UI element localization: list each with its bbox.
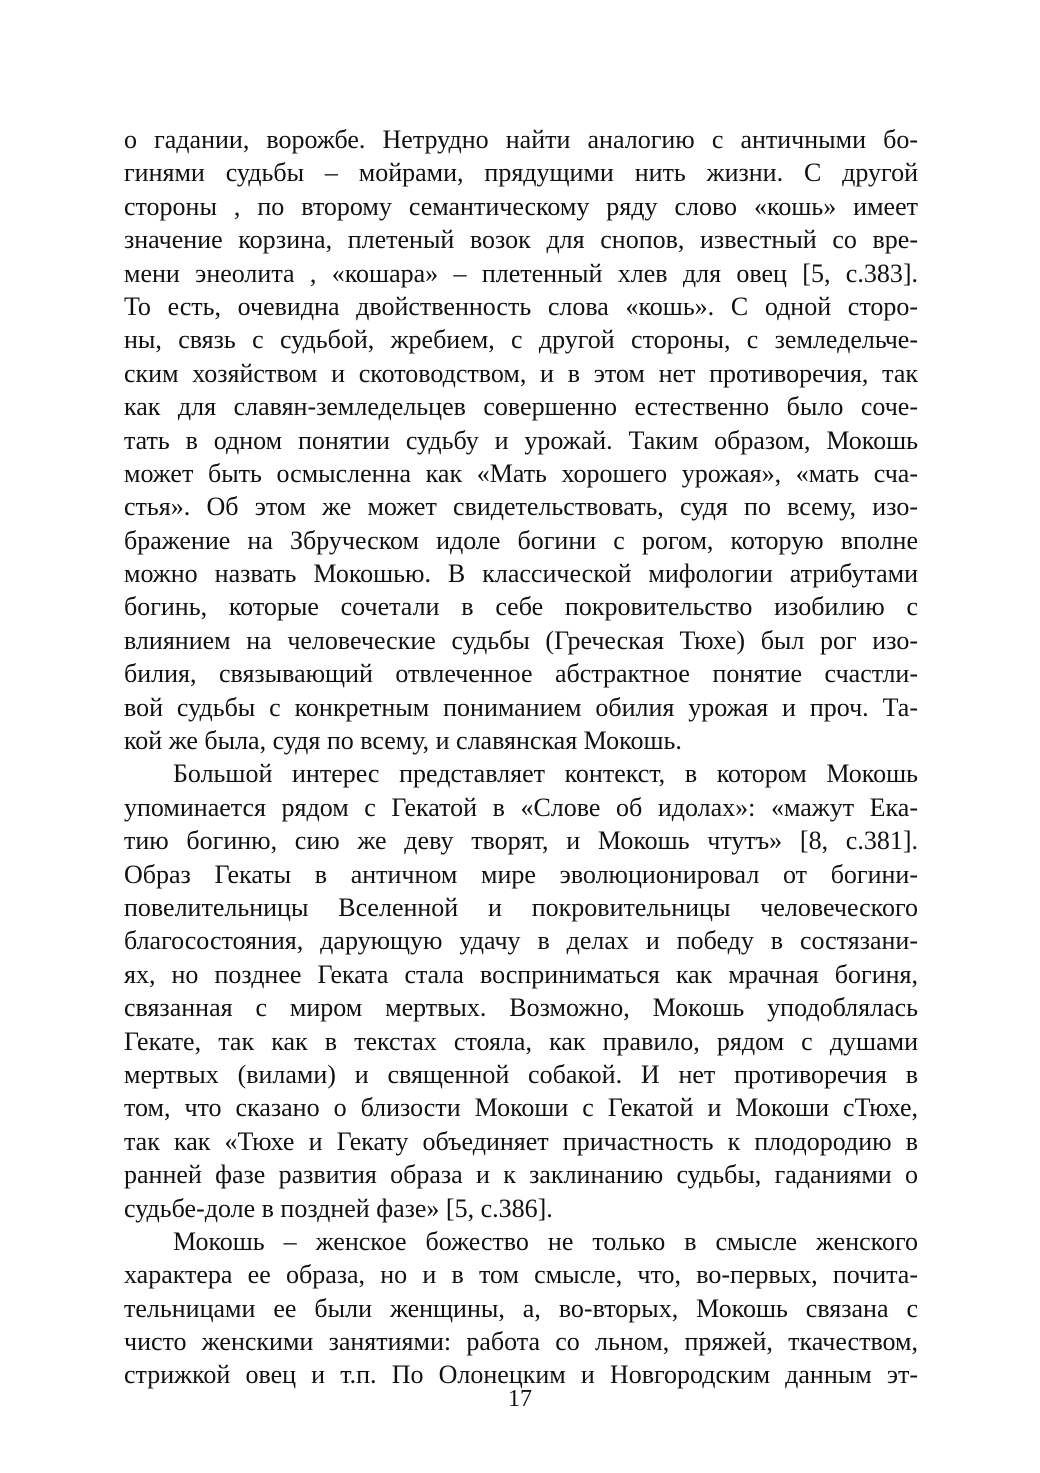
text-line: влиянием на человеческие судьбы (Греческая Тюхе) был рог изо- bbox=[124, 625, 918, 655]
text-line: Образ Гекаты в античном мире эволюционировал от богини- bbox=[124, 859, 918, 889]
text-line: чисто женскими занятиями: работа со льном, пряжей, ткачеством, bbox=[124, 1327, 918, 1357]
text-line: как для славян-земледельцев совершенно естественно было соче- bbox=[124, 392, 918, 422]
text-line: ны, связь с судьбой, жребием, с другой стороны, с земледельче- bbox=[124, 325, 918, 355]
page-body bbox=[124, 123, 918, 1392]
text-line: значение корзина, плетеный возок для снопов, известный со вре- bbox=[124, 225, 918, 255]
paragraph bbox=[124, 757, 918, 1224]
text-line: Гекате, так как в текстах стояла, как правило, рядом с душами bbox=[124, 1026, 918, 1056]
text-line: вой судьбы с конкретным пониманием обилия урожая и проч. Та- bbox=[124, 692, 918, 722]
text-line: гинями судьбы – мойрами, прядущими нить жизни. С другой bbox=[124, 158, 918, 188]
text-line: том, что сказано о близости Мокоши с Гекатой и Мокоши сТюхе, bbox=[124, 1093, 918, 1123]
text-line: тельницами ее были женщины, а, во-вторых, Мокошь связана с bbox=[124, 1293, 918, 1323]
text-line: благосостояния, дарующую удачу в делах и победу в состязани- bbox=[124, 926, 918, 956]
text-line: мени энеолита , «кошара» – плетенный хлев для овец [5, с.383]. bbox=[124, 258, 918, 288]
text-line: повелительницы Вселенной и покровительницы человеческого bbox=[124, 892, 918, 922]
paragraph bbox=[124, 123, 918, 757]
text-line: так как «Тюхе и Гекату объединяет причастность к плодородию в bbox=[124, 1126, 918, 1156]
text-line: ским хозяйством и скотоводством, и в этом нет противоречия, так bbox=[124, 358, 918, 388]
page-number: 17 bbox=[508, 1386, 532, 1412]
text-line: билия, связывающий отвлеченное абстрактное понятие счастли- bbox=[124, 659, 918, 689]
text-line: характера ее образа, но и в том смысле, что, во-первых, почита- bbox=[124, 1260, 918, 1290]
text-line: тать в одном понятии судьбу и урожай. Таким образом, Мокошь bbox=[124, 425, 918, 455]
text-line: упоминается рядом с Гекатой в «Слове об идолах»: «мажут Ека- bbox=[124, 792, 918, 822]
paragraph bbox=[124, 1225, 918, 1392]
text-line: Мокошь – женское божество не только в смысле женского bbox=[173, 1226, 918, 1256]
text-line: богинь, которые сочетали в себе покровительство изобилию с bbox=[124, 592, 918, 622]
text-line: тию богиню, сию же деву творят, и Мокошь чтутъ» [8, с.381]. bbox=[124, 826, 918, 856]
text-line: может быть осмысленна как «Мать хорошего урожая», «мать сча- bbox=[124, 458, 918, 488]
text-line: связанная с миром мертвых. Возможно, Мокошь уподоблялась bbox=[124, 993, 918, 1023]
text-line: о гадании, ворожбе. Нетрудно найти аналогию с античными бо- bbox=[124, 125, 918, 154]
text-line: Большой интерес представляет контекст, в котором Мокошь bbox=[173, 759, 918, 789]
text-line: бражение на Збруческом идоле богини с рогом, которую вполне bbox=[124, 525, 918, 555]
text-line: стья». Об этом же может свидетельствовать, судя по всему, изо- bbox=[124, 492, 918, 522]
text-line: То есть, очевидна двойственность слова «кошь». С одной сторо- bbox=[124, 291, 918, 321]
text-line: кой же была, судя по всему, и славянская Мокошь. bbox=[124, 726, 682, 756]
text-line: судьбе-доле в поздней фазе» [5, с.386]. bbox=[124, 1193, 553, 1223]
text-line: ранней фазе развития образа и к заклинанию судьбы, гаданиями о bbox=[124, 1160, 918, 1190]
text-line: ях, но позднее Геката стала восприниматься как мрачная богиня, bbox=[124, 959, 918, 989]
text-line: стороны , по второму семантическому ряду слово «кошь» имеет bbox=[124, 191, 918, 221]
text-line: можно назвать Мокошью. В классической мифологии атрибутами bbox=[124, 559, 918, 589]
text-line: стрижкой овец и т.п. По Олонецким и Новгородским данным эт- bbox=[124, 1360, 918, 1390]
text-line: мертвых (вилами) и священной собакой. И нет противоречия в bbox=[124, 1059, 918, 1089]
